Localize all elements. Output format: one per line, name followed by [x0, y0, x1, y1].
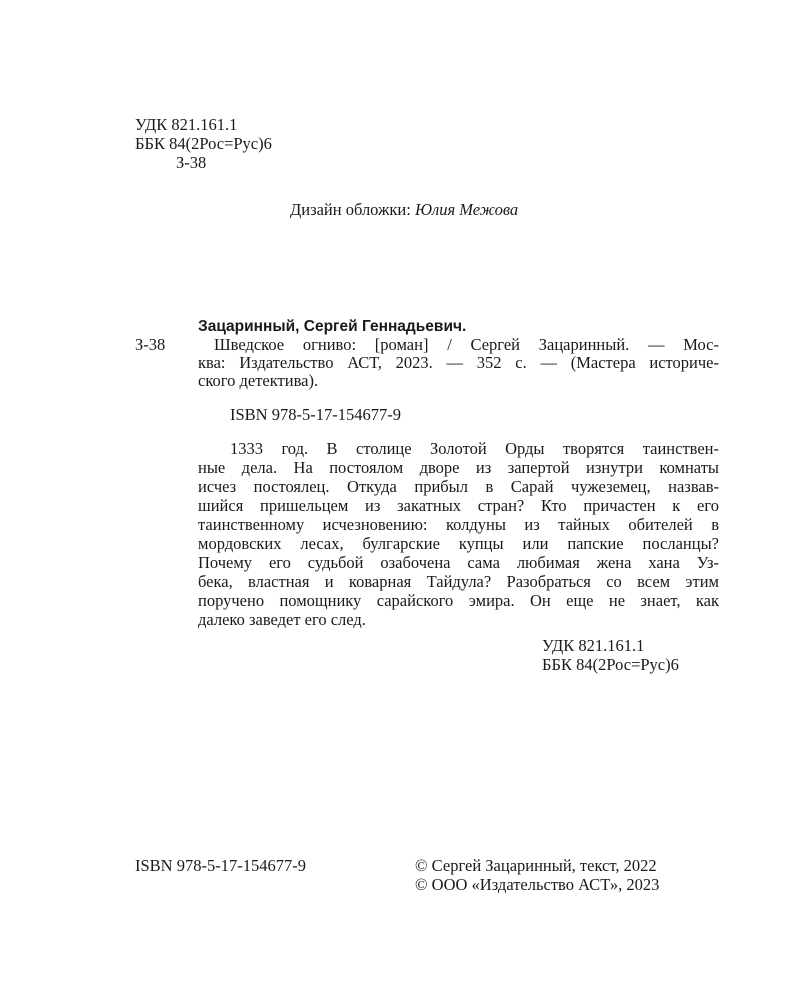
annotation-line: ные дела. На постоялом дворе из запертой изнутри комнаты: [198, 458, 719, 477]
bbk-code-top: ББК 84(2Рос=Рус)6: [135, 134, 272, 153]
bibliographic-line: ского детектива).: [198, 371, 319, 390]
annotation-line: поручено помощнику сарайского эмира. Он еще не знает, как: [198, 591, 719, 610]
annotation-line: мордовских лесах, булгарские купцы или папские посланцы?: [198, 534, 719, 553]
bibliographic-line: Шведское огниво: [роман] / Сергей Зацаринный. — Мос-: [214, 335, 719, 354]
author-mark-top: З-38: [176, 153, 207, 172]
annotation-line: шийся пришельцем из закатных стран? Кто причастен к его: [198, 496, 719, 515]
annotation-line: далеко заведет его след.: [198, 610, 366, 629]
isbn-record: ISBN 978-5-17-154677-9: [230, 405, 401, 424]
cover-design-credit: [290, 200, 518, 220]
author-heading: Зацаринный, Сергей Геннадьевич.: [198, 318, 467, 335]
annotation-line: 1333 год. В столице Золотой Орды творятся таинствен-: [230, 439, 719, 458]
isbn-footer: ISBN 978-5-17-154677-9: [135, 856, 306, 875]
copyright-line: © ООО «Издательство АСТ», 2023: [415, 875, 660, 894]
bibliographic-line: ква: Издательство АСТ, 2023. — 352 с. — (Мастера историче-: [198, 353, 719, 372]
annotation-line: бека, властная и коварная Тайдула? Разобраться со всем этим: [198, 572, 719, 591]
udk-code-bottom: УДК 821.161.1: [542, 636, 645, 655]
bbk-code-bottom: ББК 84(2Рос=Рус)6: [542, 655, 679, 674]
annotation-line: исчез постоялец. Откуда прибыл в Сарай чужеземец, назвав-: [198, 477, 719, 496]
annotation-line: таинственному исчезновению: колдуны из тайных обителей в: [198, 515, 719, 534]
udk-code-top: УДК 821.161.1: [135, 115, 238, 134]
author-mark-side: З-38: [135, 335, 166, 354]
cover-designer-name: Юлия Межова: [414, 200, 519, 219]
copyright-line: © Сергей Зацаринный, текст, 2022: [415, 856, 657, 875]
annotation-line: Почему его судьбой озабочена сама любимая жена хана Уз-: [198, 553, 719, 572]
cover-design-label: Дизайн обложки:: [290, 200, 411, 219]
